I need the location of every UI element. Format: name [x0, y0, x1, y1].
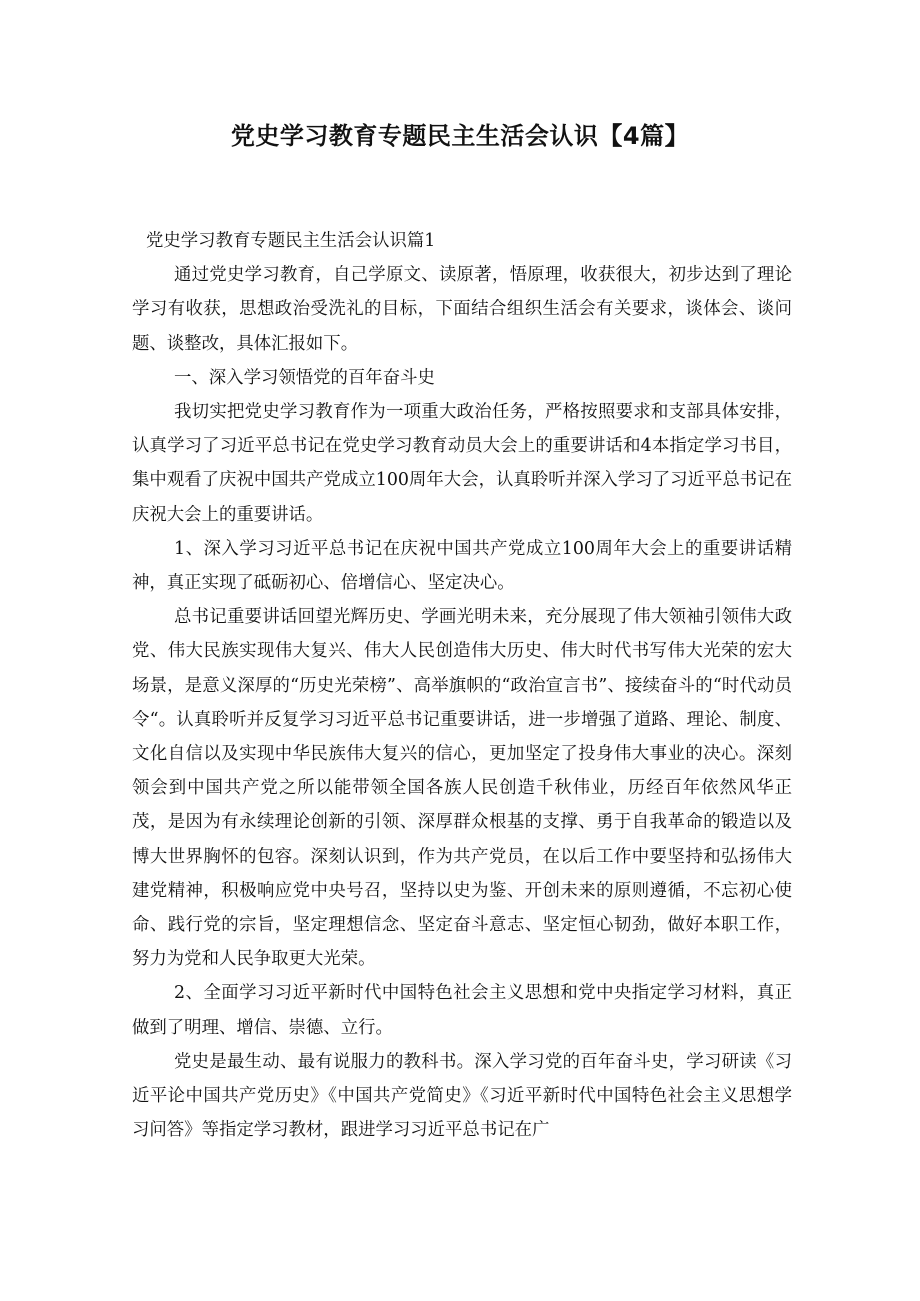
paragraph: 1、深入学习习近平总书记在庆祝中国共产党成立100周年大会上的重要讲话精神，真正实现了砥砺初心、倍增信心、坚定决心。 — [132, 538, 792, 594]
paragraph-heading: 一、深入学习领悟党的百年奋斗史 — [174, 367, 435, 388]
paragraph: 通过党史学习教育，自己学原文、读原著，悟原理，收获很大，初步达到了理论学习有收获，思想政治受洗礼的目标，下面结合组织生活会有关要求，谈体会、谈问题、谈整改，具体汇报如下。 — [132, 265, 792, 354]
document-title: 党史学习教育专题民主生活会认识【4篇】 — [230, 122, 690, 150]
paragraph: 党史是最生动、最有说服力的教科书。深入学习党的百年奋斗史，学习研读《习近平论中国共产党历史》《中国共产党简史》《习近平新时代中国特色社会主义思想学习问答》等指定学习教材，跟进学习习近平总书记在广 — [132, 1051, 792, 1141]
paragraph: 我切实把党史学习教育作为一项重大政治任务，严格按照要求和支部具体安排，认真学习了习近平总书记在党史学习教育动员大会上的重要讲话和4本指定学习书目，集中观看了庆祝中国共产党成立100周年大会，认真聆听并深入学习了习近平总书记在庆祝大会上的重要讲话。 — [132, 402, 792, 525]
section-heading: 党史学习教育专题民主生活会认识篇1 — [146, 231, 436, 251]
document-body — [132, 224, 792, 1147]
paragraph: 2、全面学习习近平新时代中国特色社会主义思想和党中央指定学习材料，真正做到了明理、增信、崇德、立行。 — [132, 983, 792, 1038]
paragraph: 总书记重要讲话回望光辉历史、学画光明未来，充分展现了伟大领袖引领伟大政党、伟大民族实现伟大复兴、伟大人民创造伟大历史、伟大时代书写伟大光荣的宏大场景，是意义深厚的“历史光荣榜”、高举旗帜的“政治宣言书”、接续奋斗的“时代动员令“。认真聆听并反复学习习近平总书记重要讲话，进一步增强了道路、理论、制度、文化自信以及实现中华民族伟大复兴的信心，更加坚定了投身伟大事业的决心。深刻领会到中国共产党之所以能带领全国各族人民创造千秋伟业，历经百年依然风华正茂，是因为有永续理论创新的引领、深厚群众根基的支撑、勇于自我革命的锻造以及博大世界胸怀的包容。深刻认识到，作为共产党员，在以后工作中要坚持和弘扬伟大建党精神，积极响应党中央号召，坚持以史为鉴、开创未来的原则遵循，不忘初心使命、践行党的宗旨，坚定理想信念、坚定奋斗意志、坚定恒心韧劲，做好本职工作，努力为党和人民争取更大光荣。 — [132, 607, 792, 970]
